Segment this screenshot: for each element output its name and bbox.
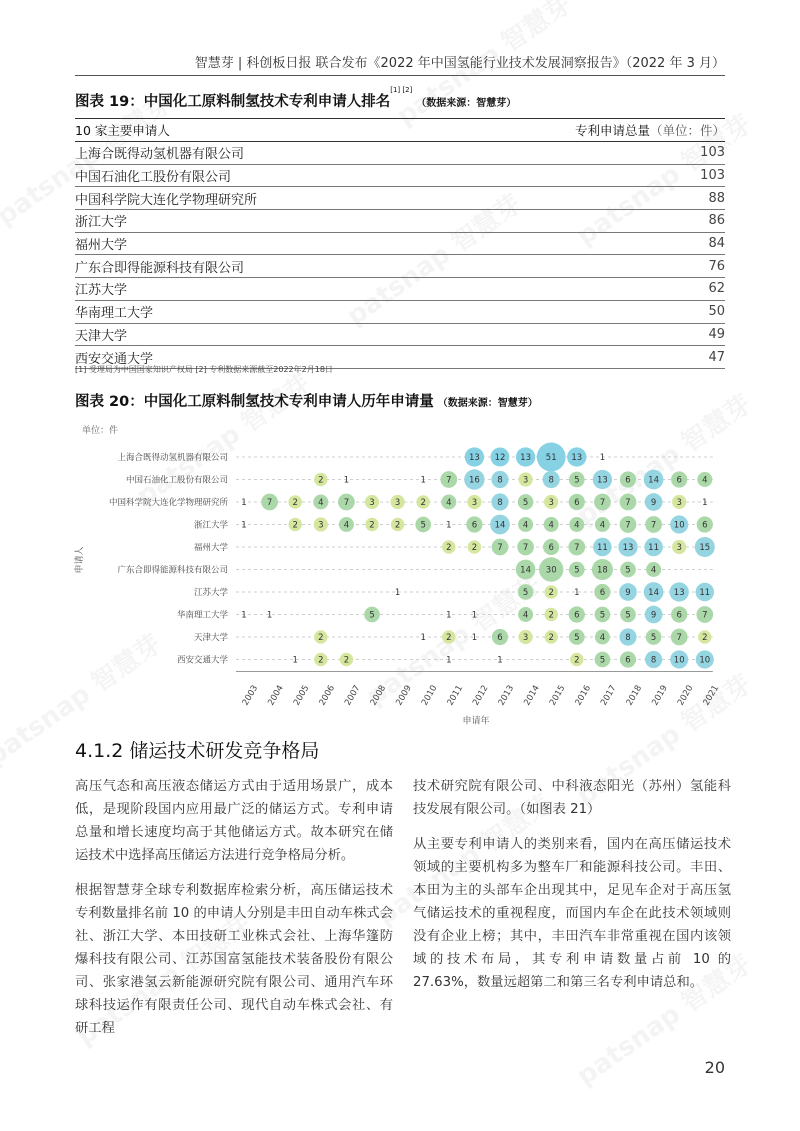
figure-19-footnote: [1] 受理局为中国国家知识产权局 [2] 专利数据来源截至2022年2月18日 (75, 365, 333, 374)
applicant-name: 中国石油化工股份有限公司 (75, 170, 232, 186)
data-label: 4 (446, 498, 452, 508)
data-label: 2 (369, 520, 375, 531)
data-label: 1 (471, 610, 478, 621)
data-label: 1 (574, 588, 580, 598)
data-label: 2 (318, 655, 324, 666)
data-label: 8 (650, 655, 657, 666)
data-label: 1 (446, 655, 452, 666)
table-row (75, 301, 725, 324)
header-rule (75, 75, 725, 76)
patent-count: 103 (700, 168, 725, 184)
patent-count: 86 (708, 213, 725, 229)
data-label: 2 (318, 475, 324, 486)
data-label: 5 (574, 475, 580, 486)
data-label: 9 (650, 610, 657, 621)
data-label: 10 (673, 520, 685, 531)
data-label: 13 (571, 453, 583, 463)
data-label: 1 (599, 453, 606, 463)
table-row (75, 187, 725, 210)
data-label: 11 (596, 543, 608, 553)
year-tick-label: 2007 (343, 683, 363, 708)
data-label: 2 (446, 543, 452, 553)
data-label: 1 (241, 498, 247, 508)
data-label: 11 (699, 588, 711, 598)
data-label: 6 (497, 633, 503, 643)
figure-19-footnote-refs: [1] [2] (390, 86, 413, 94)
right-column (413, 775, 731, 1006)
applicant-tick-label: 浙江大学 (193, 520, 228, 531)
applicant-tick-label: 上海合既得动氢机器有限公司 (117, 453, 228, 463)
data-label: 4 (702, 475, 708, 486)
data-label: 4 (343, 520, 350, 531)
applications-by-year-bubble-chart (0, 420, 800, 727)
year-tick-label: 2009 (394, 683, 414, 708)
patent-count: 84 (708, 236, 725, 252)
data-label: 8 (548, 475, 554, 486)
year-tick-label: 2008 (368, 683, 389, 708)
data-label: 7 (343, 498, 350, 508)
data-label: 6 (676, 610, 682, 621)
data-label: 7 (625, 520, 631, 531)
data-label: 3 (471, 498, 478, 508)
data-label: 1 (420, 633, 426, 643)
year-tick-label: 2020 (675, 683, 696, 708)
data-label: 5 (369, 610, 375, 621)
applicant-tick-label: 西安交通大学 (176, 655, 228, 666)
data-label: 5 (522, 498, 529, 508)
data-label: 2 (548, 610, 554, 621)
year-tick-label: 2013 (496, 683, 517, 708)
patent-count: 49 (708, 326, 725, 342)
figure-19-title (75, 86, 517, 111)
year-tick-label: 2005 (291, 683, 312, 708)
data-label: 7 (266, 498, 273, 508)
year-tick-label: 2003 (240, 683, 261, 708)
data-label: 2 (574, 655, 580, 666)
data-label: 1 (497, 655, 503, 666)
table-row (75, 278, 725, 301)
data-label: 4 (548, 520, 554, 531)
patent-count: 62 (708, 281, 725, 297)
data-label: 4 (650, 565, 657, 576)
patent-count: 47 (708, 349, 725, 365)
header-total-label: 专利申请总量 (574, 123, 650, 138)
figure-19-title-text: 图表 19：中国化工原料制氢技术专利申请人排名 (75, 94, 391, 110)
x-axis-label: 申请年 (462, 716, 490, 727)
data-label: 6 (548, 543, 554, 553)
data-label: 3 (318, 520, 324, 531)
applicant-name: 上海合既得动氢机器有限公司 (75, 147, 245, 163)
data-label: 14 (648, 475, 660, 486)
figure-20-title-text: 图表 20：中国化工原料制氢技术专利申请人历年申请量 (75, 394, 434, 410)
applicant-name: 浙江大学 (75, 215, 128, 231)
data-label: 6 (625, 655, 631, 666)
data-label: 4 (522, 520, 529, 531)
data-label: 7 (574, 543, 580, 553)
paragraph: 技术研究院有限公司、中科液态阳光（苏州）氢能科技发展有限公司。（如图表 21） (413, 779, 731, 817)
data-label: 18 (596, 565, 608, 576)
patent-count: 88 (708, 190, 725, 206)
chart-unit-label: 单位：件 (82, 426, 119, 436)
data-label: 14 (648, 588, 660, 598)
figure-20-source: （数据来源：智慧芽） (437, 398, 538, 409)
applicant-ranking-table (75, 118, 725, 369)
applicant-tick-label: 华南理工大学 (176, 610, 228, 621)
data-label: 3 (394, 498, 401, 508)
paragraph: 根据智慧芽全球专利数据库检索分析，高压储运技术专利数量排名前 10 的申请人分别是丰田自动车株式会社、浙江大学、本田技研工业株式会社、上海华篷防爆科技有限公司、江苏国富氢能技术装备股份有限公司、张家港氢云新能源研究院有限公司、通用汽车环球科技运作有限责任公司、现代自动车株式会社、有研工程 (75, 883, 393, 1036)
data-label: 5 (599, 655, 606, 666)
data-label: 1 (471, 633, 478, 643)
data-label: 3 (522, 475, 529, 486)
data-label: 3 (676, 543, 682, 553)
data-label: 14 (520, 565, 532, 576)
data-label: 11 (648, 543, 660, 553)
data-label: 3 (522, 633, 529, 643)
applicant-tick-label: 中国科学院大连化学物理研究所 (108, 498, 228, 508)
data-label: 6 (574, 498, 580, 508)
data-label: 8 (625, 633, 631, 643)
data-label: 2 (292, 498, 298, 508)
data-label: 5 (650, 633, 657, 643)
applicant-name: 西安交通大学 (75, 351, 154, 367)
applicant-name: 江苏大学 (75, 283, 128, 299)
applicant-name: 天津大学 (75, 328, 128, 344)
data-label: 2 (394, 520, 401, 531)
year-tick-label: 2018 (624, 683, 645, 708)
patent-count: 50 (708, 304, 725, 320)
data-label: 2 (343, 655, 350, 666)
data-label: 2 (420, 498, 426, 508)
header-applicants: 10 家主要申请人 (75, 123, 170, 138)
year-tick-label: 2014 (522, 683, 542, 708)
data-label: 10 (699, 655, 711, 666)
data-label: 7 (446, 475, 452, 486)
data-label: 2 (702, 633, 708, 643)
data-label: 7 (650, 520, 657, 531)
data-label: 2 (548, 633, 554, 643)
data-label: 13 (622, 543, 634, 553)
year-tick-label: 2016 (573, 683, 594, 708)
data-label: 2 (446, 633, 452, 643)
data-label: 9 (625, 588, 631, 598)
data-label: 7 (625, 498, 631, 508)
data-label: 4 (599, 520, 606, 531)
report-header-title: 智慧芽 | 科创板日报 联合发布《2022 年中国氢能行业技术发展洞察报告》（2022 年 3 月） (194, 56, 725, 71)
data-label: 1 (394, 588, 401, 598)
data-label: 3 (548, 498, 554, 508)
data-label: 1 (292, 655, 298, 666)
data-label: 2 (548, 588, 554, 598)
table-row (75, 233, 725, 256)
year-tick-label: 2010 (419, 683, 440, 708)
data-label: 4 (574, 520, 580, 531)
data-label: 8 (497, 498, 503, 508)
applicant-tick-label: 天津大学 (193, 633, 228, 643)
applicant-tick-label: 福州大学 (193, 543, 228, 553)
data-label: 4 (522, 610, 529, 621)
data-label: 5 (625, 565, 631, 576)
data-label: 7 (599, 498, 606, 508)
data-label: 7 (497, 543, 503, 553)
data-label: 13 (468, 453, 480, 463)
applicant-name: 中国科学院大连化学物理研究所 (75, 192, 258, 208)
data-label: 5 (599, 610, 606, 621)
year-tick-label: 2006 (317, 683, 338, 708)
data-label: 1 (241, 610, 247, 621)
data-label: 51 (545, 453, 557, 463)
data-label: 1 (446, 610, 452, 621)
data-label: 7 (676, 633, 682, 643)
data-label: 3 (369, 498, 375, 508)
data-label: 13 (673, 588, 685, 598)
data-label: 1 (241, 520, 247, 531)
table-row (75, 255, 725, 278)
data-label: 8 (497, 475, 503, 486)
data-label: 2 (318, 633, 324, 643)
data-label: 6 (471, 520, 478, 531)
table-row (75, 210, 725, 233)
data-label: 13 (596, 475, 608, 486)
data-label: 1 (446, 520, 452, 531)
ranking-table-body (75, 142, 725, 369)
data-label: 9 (650, 498, 657, 508)
data-label: 10 (673, 655, 685, 666)
header-total (575, 121, 725, 139)
figure-19-source: （数据来源：智慧芽） (416, 98, 517, 109)
year-tick-label: 2004 (266, 683, 286, 708)
data-label: 30 (545, 565, 557, 576)
year-tick-label: 2017 (599, 683, 619, 708)
data-label: 6 (676, 475, 682, 486)
data-label: 7 (702, 610, 708, 621)
data-label: 1 (266, 610, 273, 621)
applicant-tick-label: 中国石油化工股份有限公司 (125, 475, 228, 486)
header-total-unit: （单位：件） (649, 123, 725, 138)
data-label: 6 (599, 588, 606, 598)
data-label: 5 (574, 565, 580, 576)
data-label: 5 (574, 633, 580, 643)
data-label: 4 (599, 633, 606, 643)
data-label: 2 (471, 543, 478, 553)
applicant-name: 福州大学 (75, 238, 128, 254)
data-label: 1 (343, 475, 350, 486)
data-label: 14 (494, 520, 506, 531)
page-number: 20 (704, 1058, 725, 1077)
data-label: 7 (522, 543, 529, 553)
applicant-name: 广东合即得能源科技有限公司 (75, 260, 245, 276)
y-axis-label: 申请人 (75, 546, 85, 574)
data-label: 5 (625, 610, 631, 621)
data-label: 4 (318, 498, 324, 508)
data-label: 5 (420, 520, 426, 531)
data-label: 3 (676, 498, 682, 508)
data-label: 15 (699, 543, 711, 553)
applicant-name: 华南理工大学 (75, 306, 154, 322)
data-label: 16 (468, 475, 480, 486)
table-row (75, 324, 725, 347)
data-label: 13 (520, 453, 532, 463)
applicant-tick-label: 广东合即得能源科技有限公司 (117, 565, 228, 576)
ranking-table-header (75, 118, 725, 142)
patent-count: 103 (700, 145, 725, 161)
paragraph: 高压气态和高压液态储运方式由于适用场景广，成本低，是现阶段国内应用最广泛的储运方式。专利申请总量和增长速度均高于其他储运方式。故本研究在储运技术中选择高压储运方法进行竞争格局分析。 (75, 779, 393, 863)
data-label: 5 (522, 588, 529, 598)
left-column (75, 775, 393, 1052)
year-tick-label: 2015 (547, 683, 568, 708)
year-tick-label: 2012 (471, 683, 491, 708)
data-label: 1 (420, 475, 426, 486)
data-label: 6 (625, 475, 631, 486)
patent-count: 76 (708, 258, 725, 274)
table-row (75, 165, 725, 188)
data-label: 1 (702, 498, 708, 508)
paragraph: 从主要专利申请人的类别来看，国内在高压储运技术领域的主要机构多为整车厂和能源科技公司。丰田、本田为主的头部车企出现其中，足见车企对于高压氢气储运技术的重视程度，而国内车企在此技术领域则没有企业上榜；其中，丰田汽车非常重视在国内该领域的技术布局，其专利申请数量占前 10 的 27.63%，数量远超第二和第三名专利申请总和。 (413, 837, 731, 990)
section-title: 4.1.2 储运技术研发竞争格局 (75, 740, 320, 762)
year-tick-label: 2019 (650, 683, 670, 708)
data-label: 6 (702, 520, 708, 531)
year-tick-label: 2011 (445, 683, 466, 708)
table-row (75, 142, 725, 165)
data-label: 6 (574, 610, 580, 621)
year-tick-label: 2021 (701, 683, 722, 708)
data-label: 12 (494, 453, 506, 463)
figure-20-title (75, 390, 538, 411)
data-label: 2 (292, 520, 298, 531)
applicant-tick-label: 江苏大学 (193, 588, 228, 598)
